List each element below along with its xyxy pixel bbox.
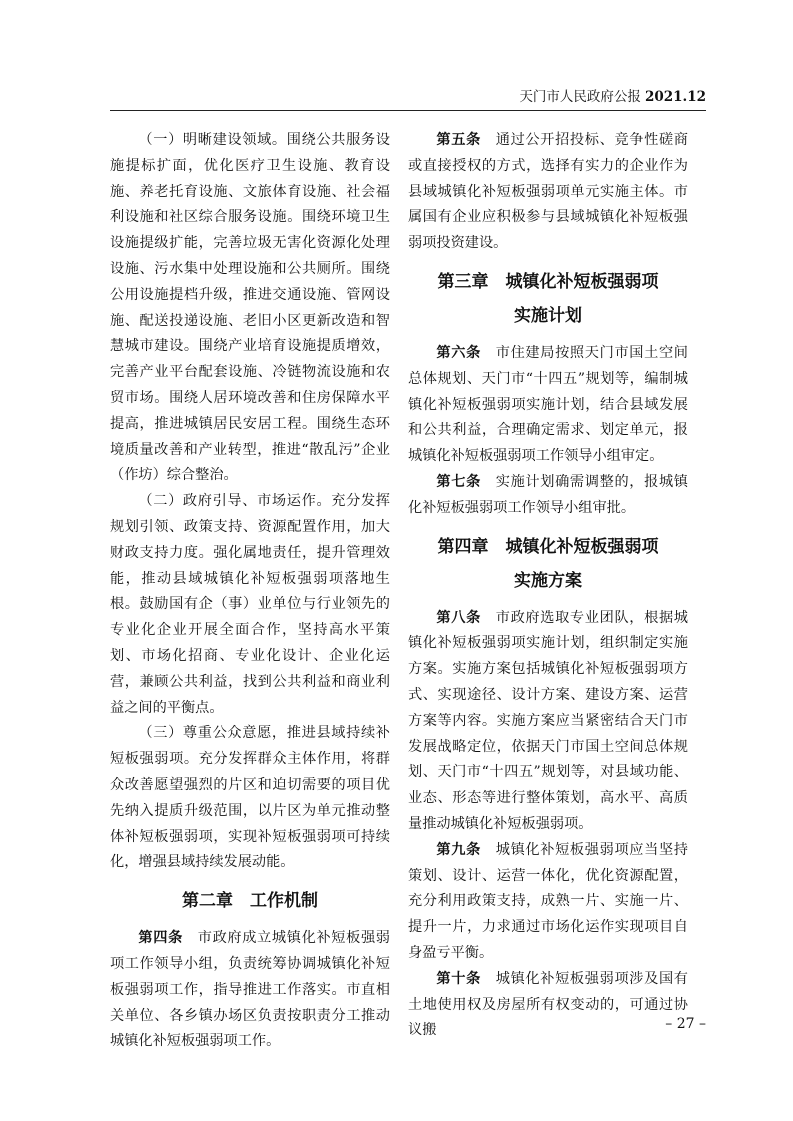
page-number: – 27 –	[665, 1016, 706, 1032]
article-5	[408, 128, 688, 257]
article-5-text: 通过公开招投标、竞争性磋商或直接授权的方式，选择有实力的企业作为县域城镇化补短板强弱项单元实施主体。市属国有企业应积极参与县域城镇化补短板强弱项投资建设。	[408, 132, 688, 252]
article-7-text: 实施计划确需调整的，报城镇化补短板强弱项工作领导小组审批。	[408, 473, 688, 516]
spacer	[408, 257, 688, 265]
spacer	[110, 876, 390, 884]
article-9	[408, 838, 688, 967]
left-column	[110, 128, 390, 1055]
article-8	[408, 606, 688, 838]
publication-title: 天门市人民政府公报	[519, 89, 641, 105]
chapter-4-line-2: 实施方案	[514, 570, 582, 591]
paragraph-public-will: （三）尊重公众意愿，推进县域持续补短板强弱项。充分发挥群众主体作用，将群众改善愿望强烈的片区和迫切需要的项目优先纳入提质升级范围，以片区为单元推动整体补短板强弱项，实现补短板强弱项可持续化，增强县域持续发展动能。	[110, 725, 390, 871]
article-9-text: 城镇化补短板强弱项应当坚持策划、设计、运营一体化，优化资源配置，充分利用政策支持，成熟一片、实施一片、提升一片，力求通过市场化运作实现项目自身盈亏平衡。	[408, 841, 688, 961]
chapter-3-line-1: 第三章 城镇化补短板强弱项	[437, 271, 659, 292]
article-7	[408, 470, 688, 522]
chapter-4-line-1: 第四章 城镇化补短板强弱项	[437, 536, 659, 557]
paragraph-government-guidance: （二）政府引导、市场运作。充分发挥规划引领、政策支持、资源配置作用，加大财政支持力度。强化属地责任，提升管理效能，推动县域城镇化补短板强弱项落地生根。鼓励国有企（事）业单位与行业领先的专业化企业开展全面合作，坚持高水平策划、市场化招商、专业化设计、企业化运营，兼顾公共利益，找到公共利益和商业利益之间的平衡点。	[110, 493, 390, 716]
spacer	[408, 333, 688, 341]
article-9-label: 第九条	[436, 841, 481, 858]
chapter-4-heading	[408, 530, 688, 598]
article-7-label: 第七条	[436, 473, 481, 490]
running-header	[110, 88, 706, 106]
issue-number: 2021.12	[644, 89, 706, 105]
article-10-text: 城镇化补短板强弱项涉及国有土地使用权及房屋所有权变动的，可通过协议搬	[408, 970, 688, 1039]
article-4-label: 第四条	[138, 930, 183, 947]
chapter-3-line-2: 实施计划	[514, 305, 582, 326]
chapter-2-heading: 第二章 工作机制	[182, 891, 318, 912]
article-5-label: 第五条	[436, 132, 481, 148]
article-6-text: 市住建局按照天门市国土空间总体规划、天门市“十四五”规划等，编制城镇化补短板强弱项实施计划，结合县域发展和公共利益，合理确定需求、划定单元，报城镇化补短板强弱项工作领导小组审定。	[408, 344, 688, 465]
article-4-text: 市政府成立城镇化补短板强弱项工作领导小组，负责统筹协调城镇化补短板强弱项工作，指导推进工作落实。市直相关单位、各乡镇办场区负责按职责分工推动城镇化补短板强弱项工作。	[110, 930, 390, 1050]
article-8-label: 第八条	[436, 609, 481, 626]
article-10-label: 第十条	[436, 970, 481, 987]
chapter-3-heading	[408, 265, 688, 333]
spacer	[408, 598, 688, 606]
article-4	[110, 926, 390, 1055]
spacer	[408, 522, 688, 530]
article-10	[408, 967, 688, 1044]
article-6-label: 第六条	[436, 344, 481, 361]
article-6	[408, 341, 688, 470]
right-column	[408, 128, 688, 1044]
spacer	[110, 918, 390, 926]
article-8-text: 市政府选取专业团队，根据城镇化补短板强弱项实施计划，组织制定实施方案。实施方案包括城镇化补短板强弱项方式、实现途径、设计方案、建设方案、运营方案等内容。实施方案应当紧密结合天门市发展战略定位，依据天门市国土空间总体规划、天门市“十四五”规划等，对县域功能、业态、形态等进行整体策划，高水平、高质量推动城镇化补短板强弱项。	[408, 609, 688, 832]
header-divider	[110, 110, 706, 111]
paragraph-construction-fields: （一）明晰建设领域。围绕公共服务设施提标扩面，优化医疗卫生设施、教育设施、养老托育设施、文旅体育设施、社会福利设施和社区综合服务设施。围绕环境卫生设施提级扩能，完善垃圾无害化资源化处理设施、污水集中处理设施和公共厕所。围绕公用设施提档升级，推进交通设施、管网设施、配送投递设施、老旧小区更新改造和智慧城市建设。围绕产业培育设施提质增效，完善产业平台配套设施、冷链物流设施和农贸市场。围绕人居环境改善和住房保障水平提高，推进城镇居民安居工程。围绕生态环境质量改善和产业转型，推进“散乱污”企业（作坊）综合整治。	[110, 132, 390, 484]
